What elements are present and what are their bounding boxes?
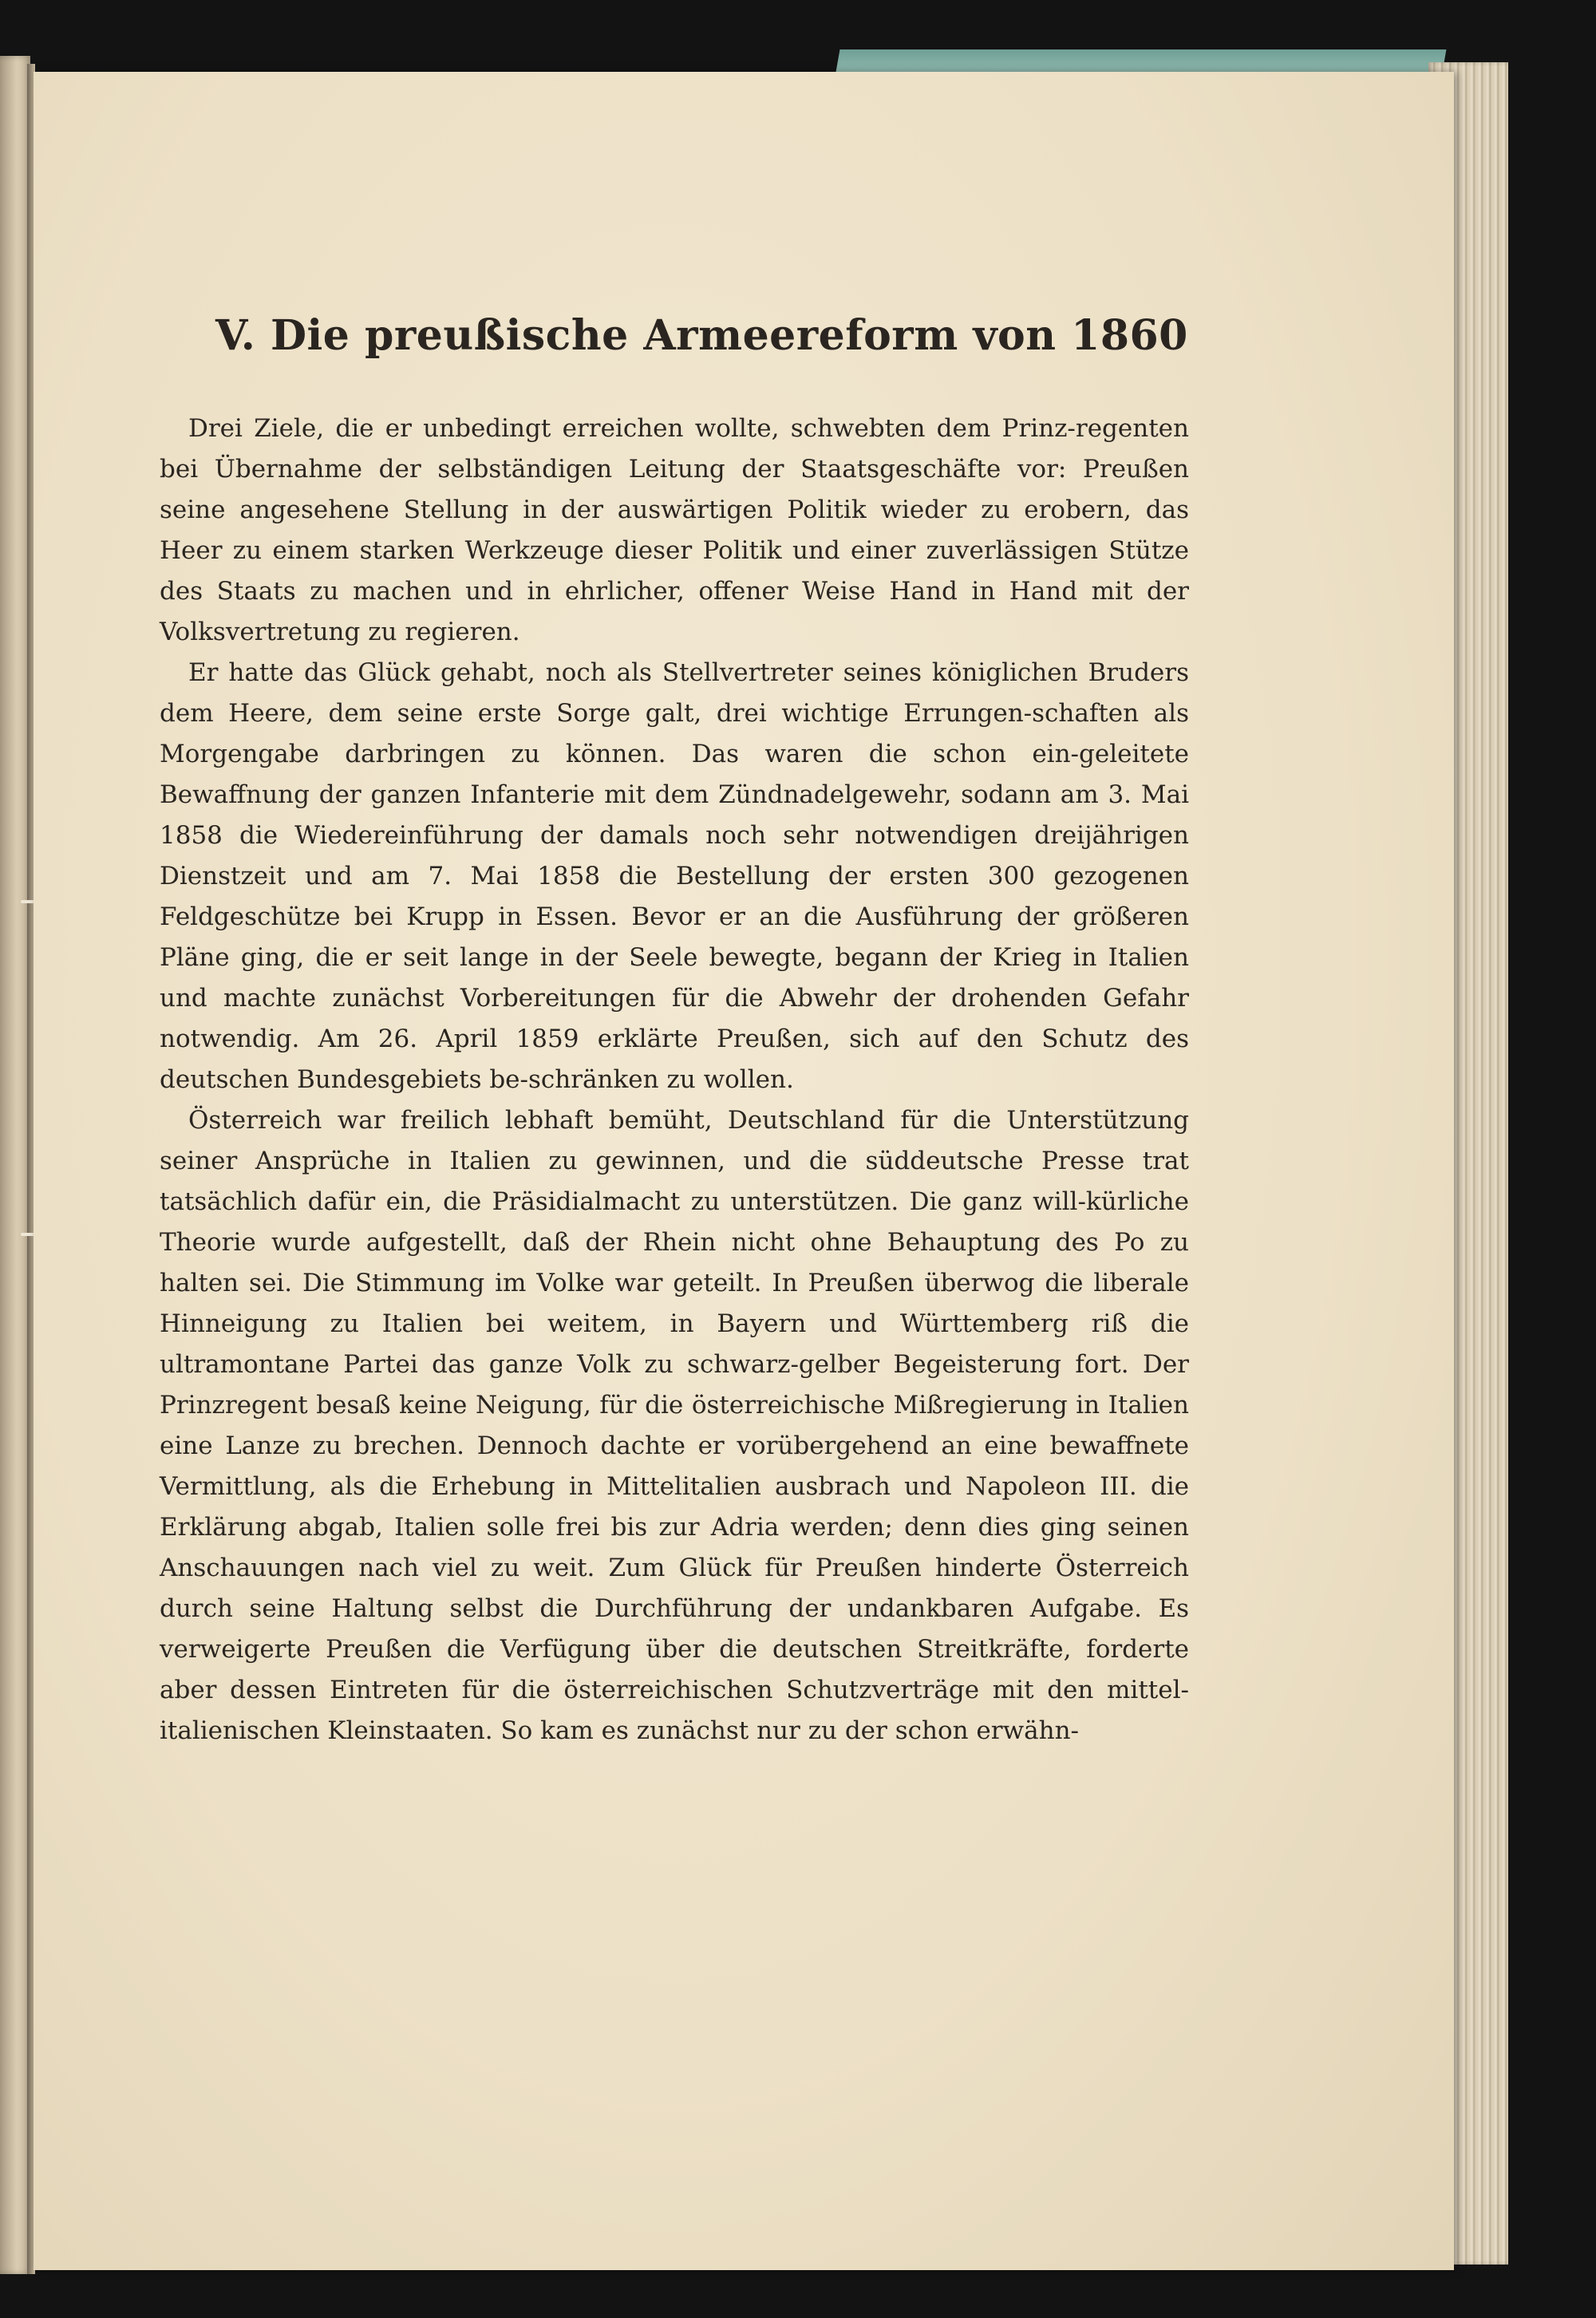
page-content [160,263,1189,1751]
left-page-edge [0,56,30,2274]
body-text [160,409,1189,1751]
paragraph-3: Österreich war freilich lebhaft bemüht, Deutschland für die Unterstützung seiner Ansprüche in Italien zu gewinnen, und die süddeutsche Presse trat tatsächlich dafür ein, die Präsidialmacht zu unterstützen. Die ganz will-kürliche Theorie wurde aufgestellt, daß der Rhein nicht ohne Behauptung des Po zu halten sei. Die Stimmung im Volke war geteilt. In Preußen überwog die liberale Hinneigung zu Italien bei weitem, in Bayern und Württemberg riß die ultramontane Partei das ganze Volk zu schwarz-gelber Begeisterung fort. Der Prinzregent besaß keine Neigung, für die österreichische Mißregierung in Italien eine Lanze zu brechen. Dennoch dachte er vorübergehend an eine bewaffnete Vermittlung, als die Erhebung in Mittelitalien ausbrach und Napoleon III. die Erklärung abgab, Italien solle frei bis zur Adria werden; denn dies ging seinen Anschauungen nach viel zu weit. Zum Glück für Preußen hinderte Österreich durch seine Haltung selbst die Durchführung der undankbaren Aufgabe. Es verweigerte Preußen die Verfügung über die deutschen Streitkräfte, forderte aber dessen Eintreten für die österreichischen Schutzverträge mit den mittel-italienischen Kleinstaaten. So kam es zunächst nur zu der schon erwähn- [160,1106,1189,1746]
book-cover-edge [836,49,1447,72]
paragraph-1: Drei Ziele, die er unbedingt erreichen wollte, schwebten dem Prinz-regenten bei Übernahme der selbständigen Leitung der Staatsgeschäfte vor: Preußen seine angesehene Stellung in der auswärtigen Politik wieder zu erobern, das Heer zu einem starken Werkzeuge dieser Politik und einer zuverlässigen Stütze des Staats zu machen und in ehrlicher, offener Weise Hand in Hand mit der Volksvertretung zu regieren. [160,414,1189,647]
paragraph-2: Er hatte das Glück gehabt, noch als Stellvertreter seines königlichen Bruders dem Heere, dem seine erste Sorge galt, drei wichtige Errungen-schaften als Morgengabe darbringen zu können. Das waren die schon ein-geleitete Bewaffnung der ganzen Infanterie mit dem Zündnadelgewehr, sodann am 3. Mai 1858 die Wiedereinführung der damals noch sehr notwendigen dreijährigen Dienstzeit und am 7. Mai 1858 die Bestellung der ersten 300 gezogenen Feldgeschütze bei Krupp in Essen. Bevor er an die Ausführung der größeren Pläne ging, die er seit lange in der Seele bewegte, begann der Krieg in Italien und machte zunächst Vorbereitungen für die Abwehr der drohenden Gefahr notwendig. Am 26. April 1859 erklärte Preußen, sich auf den Schutz des deutschen Bundesgebiets be-schränken zu wollen. [160,658,1189,1095]
chapter-title: V. Die preußische Armeereform von 1860 [215,311,1188,360]
